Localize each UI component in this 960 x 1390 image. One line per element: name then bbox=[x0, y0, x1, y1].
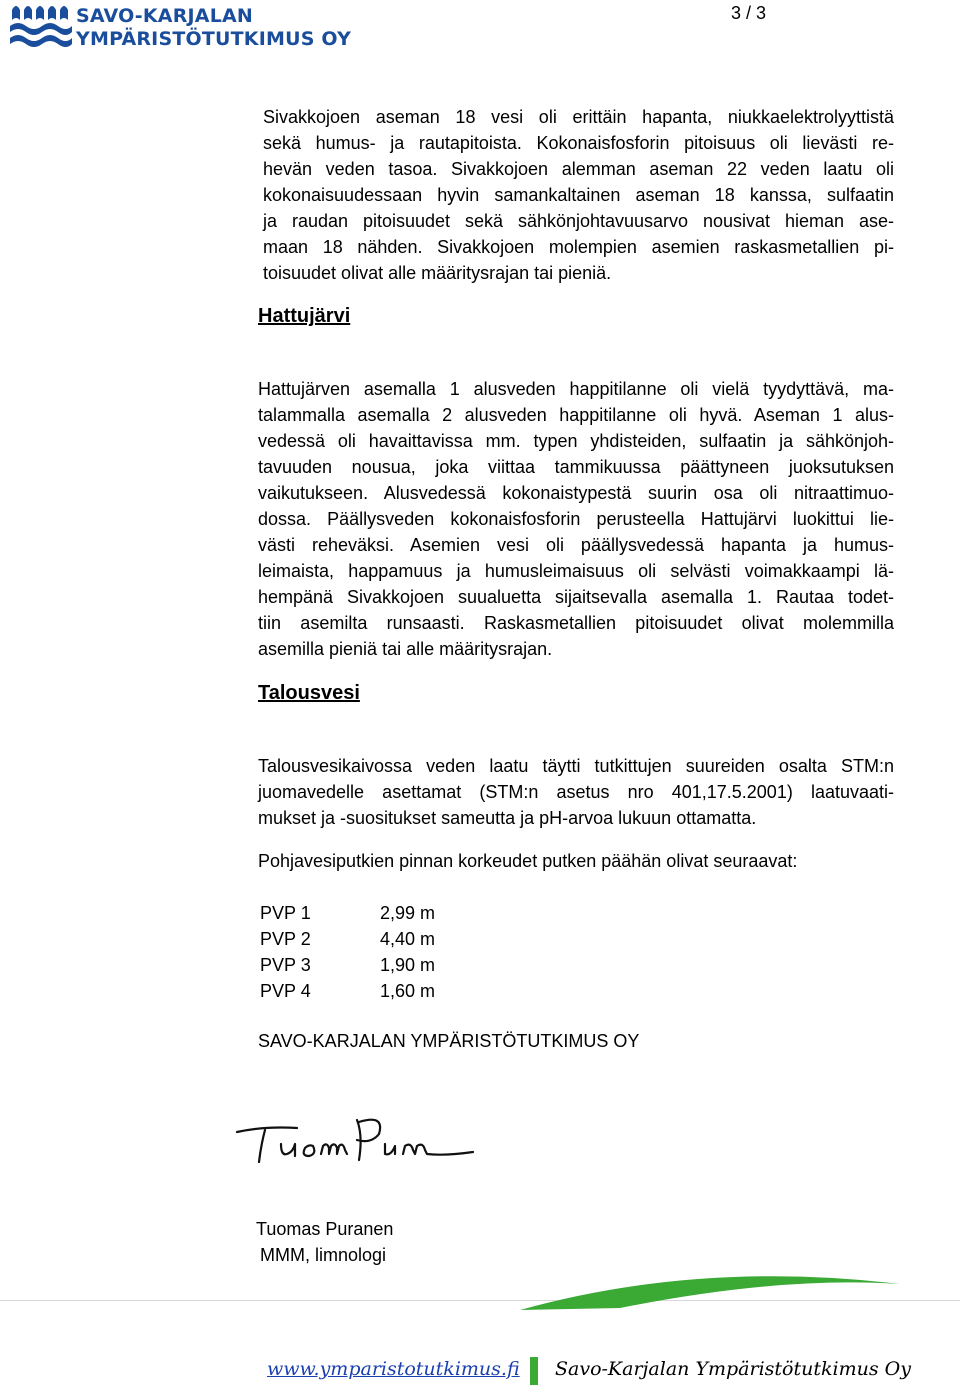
text-line: vedessä oli havaittavissa mm. typen yhdisteiden, sulfaatin ja sähkönjoh- bbox=[258, 431, 894, 451]
paragraph-talousvesi bbox=[258, 753, 894, 831]
text-line: vaikutukseen. Alusvedessä kokonaistypestä suurin osa oli nitraattimuo- bbox=[258, 483, 894, 503]
text-line: västi reheväksi. Asemien vesi oli päällysvedessä hapanta ja humus- bbox=[258, 535, 894, 555]
text-line: asemilla pieniä tai alle määritysrajan. bbox=[258, 639, 553, 659]
paragraph-hattujarvi bbox=[258, 376, 894, 662]
logo-text-line2: YMPÄRISTÖTUTKIMUS OY bbox=[76, 28, 352, 50]
pipe-value: 2,99 m bbox=[380, 903, 436, 923]
section-heading-hattujarvi: Hattujärvi bbox=[258, 305, 351, 327]
text-line: sekä humus- ja rautapitoista. Kokonaisfosforin pitoisuus oli lievästi re- bbox=[263, 133, 894, 153]
table-row bbox=[260, 978, 435, 1004]
footer-green-swoosh-icon bbox=[0, 1270, 960, 1310]
text-line: toisuudet olivat alle määritysrajan tai pieniä. bbox=[263, 263, 612, 283]
text-line: leimaista, happamuus ja humusleimaisuus oli selvästi voimakkaampi lä- bbox=[258, 561, 894, 581]
text-line: kokonaisuudessaan hyvin samankaltainen aseman 18 kanssa, sulfaatin bbox=[263, 185, 894, 205]
pipe-value: 1,90 m bbox=[380, 955, 436, 975]
text-line: tiin asemilta runsaasti. Raskasmetallien pitoisuudet olivat molemmilla bbox=[258, 613, 894, 633]
text-line: Pohjavesiputkien pinnan korkeudet putken päähän olivat seuraavat: bbox=[258, 851, 798, 871]
signer-block bbox=[256, 1216, 393, 1268]
table-row bbox=[260, 952, 435, 978]
handwritten-signature bbox=[225, 1090, 505, 1190]
website-link[interactable]: www.ymparistotutkimus.fi bbox=[267, 1358, 520, 1380]
text-line: mukset ja -suositukset sameutta ja pH-arvoa lukuun ottamatta. bbox=[258, 808, 757, 828]
table-row bbox=[260, 900, 435, 926]
text-line: talammalla asemalla 2 alusveden happitilanne oli hyvä. Aseman 1 alus- bbox=[258, 405, 894, 425]
text-line: ja raudan pitoisuudet sekä sähkönjohtavuusarvo nousivat hieman ase- bbox=[263, 211, 894, 231]
paragraph-pohjavesiputket bbox=[258, 848, 894, 874]
groundwater-pipe-table bbox=[260, 900, 435, 1004]
page-number: 3 / 3 bbox=[731, 3, 767, 23]
pipe-name: PVP 3 bbox=[260, 955, 311, 975]
text-line: maan 18 nähden. Sivakkojoen molempien asemien raskasmetallien pi- bbox=[263, 237, 894, 257]
text-line: juomavedelle asettamat (STM:n asetus nro 401,17.5.2001) laatuvaati- bbox=[258, 782, 894, 802]
text-line: hempänä Sivakkojoen suualuetta sijaitsevalla asemalla 1. Rautaa todet- bbox=[258, 587, 894, 607]
pipe-value: 4,40 m bbox=[380, 929, 436, 949]
text-line: Sivakkojoen aseman 18 vesi oli erittäin hapanta, niukkaelektrolyyttistä bbox=[263, 107, 894, 127]
footer-separator-bar bbox=[530, 1357, 538, 1385]
pipe-name: PVP 1 bbox=[260, 903, 311, 923]
table-row bbox=[260, 926, 435, 952]
signer-name: Tuomas Puranen bbox=[256, 1219, 394, 1239]
pipe-name: PVP 2 bbox=[260, 929, 311, 949]
pipe-name: PVP 4 bbox=[260, 981, 311, 1001]
company-name: SAVO-KARJALAN YMPÄRISTÖTUTKIMUS OY bbox=[258, 1031, 640, 1051]
pipe-value: 1,60 m bbox=[380, 981, 436, 1001]
waves-logo-icon bbox=[10, 2, 72, 50]
text-line: dossa. Päällysveden kokonaisfosforin perusteella Hattujärvi luokittui lie- bbox=[258, 509, 894, 529]
text-line: hevän veden tasoa. Sivakkojoen alemman aseman 22 veden laatu oli bbox=[263, 159, 894, 179]
text-line: Talousvesikaivossa veden laatu täytti tutkittujen suureiden osalta STM:n bbox=[258, 756, 894, 776]
footer-company-name: Savo-Karjalan Ympäristötutkimus Oy bbox=[555, 1358, 911, 1380]
text-line: tavuuden nousua, joka viittaa tammikuussa päättyneen juoksutuksen bbox=[258, 457, 894, 477]
section-heading-talousvesi: Talousvesi bbox=[258, 682, 360, 704]
logo-text-line1: SAVO-KARJALAN bbox=[76, 5, 254, 27]
text-line: Hattujärven asemalla 1 alusveden happitilanne oli vielä tyydyttävä, ma- bbox=[258, 379, 894, 399]
paragraph-sivakkojoki bbox=[263, 104, 894, 286]
signer-title: MMM, limnologi bbox=[260, 1245, 387, 1265]
company-logo bbox=[10, 2, 350, 52]
